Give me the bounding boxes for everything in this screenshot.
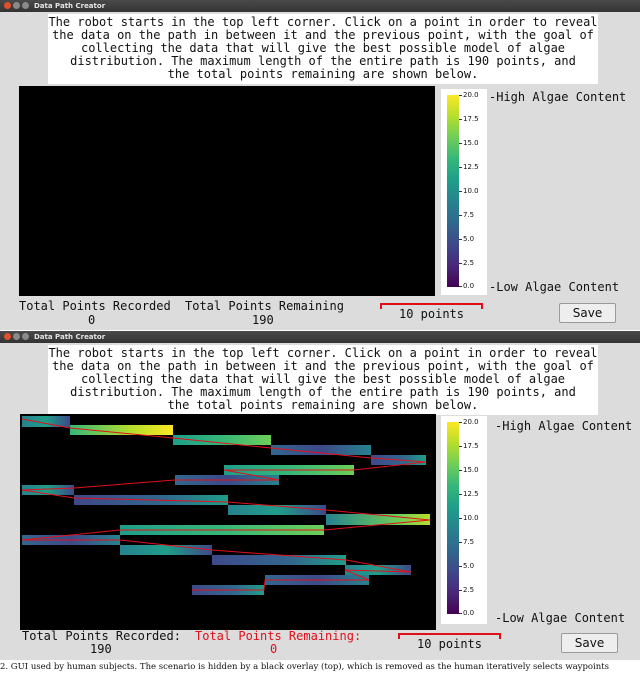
map-canvas-revealed[interactable] <box>20 414 436 630</box>
window-title: Data Path Creator <box>34 2 106 10</box>
colorbar-tick: 12.5 <box>463 490 479 498</box>
instruction-line: collecting the data that will give the best possible model of algae <box>80 372 566 386</box>
colorbar-tick: 17.5 <box>463 442 479 450</box>
instruction-line: the data on the path in between it and the previous point, with the goal of <box>52 359 594 373</box>
minimize-icon[interactable] <box>13 333 20 340</box>
colorbar-tick: 7.5 <box>463 211 475 219</box>
colorbar-tick: 15.0 <box>463 466 479 474</box>
colorbar-gradient <box>447 422 459 614</box>
instructions-text <box>48 345 598 415</box>
instruction-line: the total points remaining are shown below. <box>167 67 479 81</box>
instruction-line: The robot starts in the top left corner. Click on a point in order to reveal <box>48 346 598 360</box>
step-slider[interactable] <box>398 633 501 649</box>
points-remaining-value: 190 <box>252 313 274 327</box>
instruction-line: distribution. The maximum length of the entire path is 190 points, and <box>70 54 576 68</box>
high-algae-label: -High Algae Content <box>489 90 627 104</box>
colorbar-tick: 10.0 <box>463 514 479 522</box>
revealed-strip <box>22 416 70 427</box>
step-slider-label: 10 points <box>416 637 483 651</box>
title-bar[interactable] <box>0 0 640 12</box>
instruction-line: distribution. The maximum length of the entire path is 190 points, and <box>70 385 576 399</box>
colorbar-tick: 15.0 <box>463 139 479 147</box>
step-slider[interactable] <box>380 303 483 319</box>
points-remaining-value: 0 <box>270 642 278 656</box>
low-algae-label: -Low Algae Content <box>495 611 626 625</box>
points-remaining-label: Total Points Remaining: <box>195 629 362 643</box>
window-hidden-state <box>0 0 640 330</box>
points-recorded-label: Total Points Recorded: <box>22 629 181 643</box>
colorbar-tick: 20.0 <box>463 91 479 99</box>
title-bar[interactable] <box>0 331 640 343</box>
high-algae-label: -High Algae Content <box>495 419 633 433</box>
colorbar-tick: 5.0 <box>463 562 475 570</box>
colorbar-tick: 0.0 <box>463 282 475 290</box>
colorbar <box>441 89 487 295</box>
colorbar-tick: 10.0 <box>463 187 479 195</box>
window-revealed-state <box>0 331 640 660</box>
instruction-line: the data on the path in between it and the previous point, with the goal of <box>52 28 594 42</box>
colorbar-tick: 0.0 <box>463 609 475 617</box>
close-icon[interactable] <box>4 2 11 9</box>
instruction-line: collecting the data that will give the best possible model of algae <box>80 41 566 55</box>
colorbar <box>441 416 487 624</box>
figure-caption: 2. GUI used by human subjects. The scenario is hidden by a black overlay (top), which is removed as the human iteratively selects waypoints <box>0 662 610 672</box>
instruction-line: The robot starts in the top left corner. Click on a point in order to reveal <box>48 15 598 29</box>
points-recorded-label: Total Points Recorded <box>19 299 171 313</box>
revealed-strip <box>212 555 346 565</box>
window-title: Data Path Creator <box>34 333 106 341</box>
colorbar-tick: 5.0 <box>463 235 475 243</box>
colorbar-tick: 2.5 <box>463 259 475 267</box>
revealed-strip <box>326 514 430 525</box>
map-canvas-hidden[interactable] <box>19 86 435 296</box>
colorbar-gradient <box>447 95 459 287</box>
instructions-text <box>48 14 598 84</box>
save-button[interactable]: Save <box>561 633 618 653</box>
save-button[interactable]: Save <box>559 303 616 323</box>
maximize-icon[interactable] <box>22 333 29 340</box>
close-icon[interactable] <box>4 333 11 340</box>
colorbar-tick: 2.5 <box>463 586 475 594</box>
colorbar-tick: 17.5 <box>463 115 479 123</box>
points-recorded-value: 0 <box>88 313 96 327</box>
minimize-icon[interactable] <box>13 2 20 9</box>
instruction-line: the total points remaining are shown below. <box>167 398 479 412</box>
step-slider-label: 10 points <box>398 307 465 321</box>
revealed-strip <box>120 545 212 555</box>
colorbar-tick: 20.0 <box>463 418 479 426</box>
points-remaining-label: Total Points Remaining <box>185 299 344 313</box>
points-recorded-value: 190 <box>90 642 112 656</box>
colorbar-tick: 7.5 <box>463 538 475 546</box>
low-algae-label: -Low Algae Content <box>489 280 620 294</box>
maximize-icon[interactable] <box>22 2 29 9</box>
colorbar-tick: 12.5 <box>463 163 479 171</box>
